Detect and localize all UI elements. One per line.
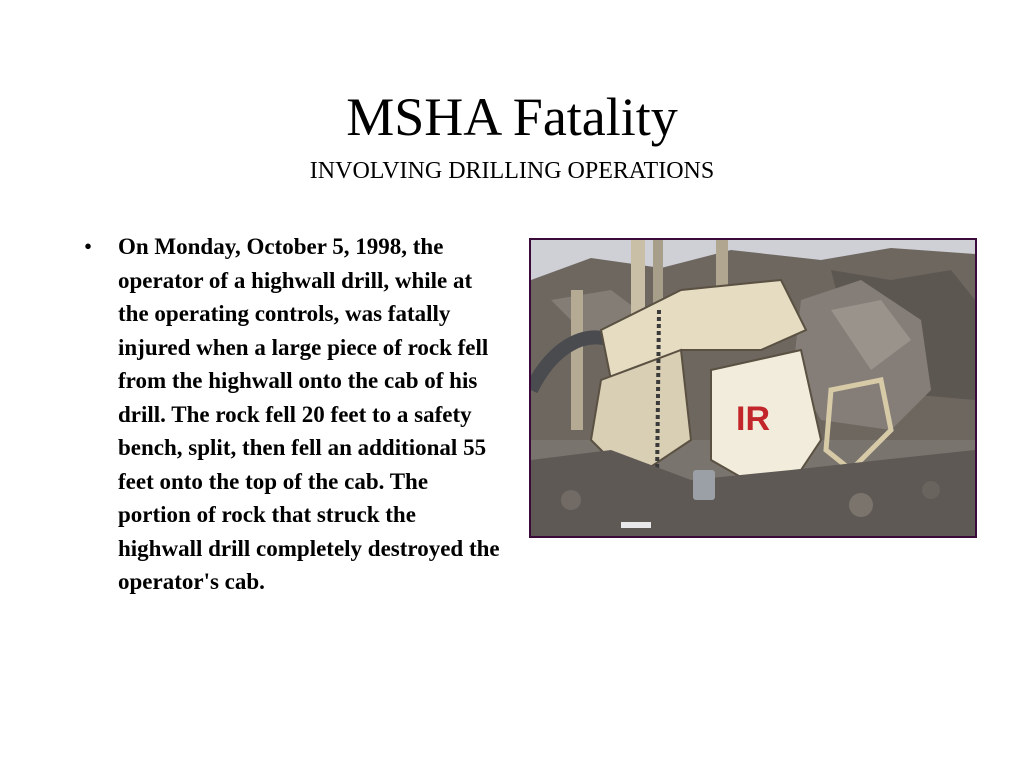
rubble-rock bbox=[561, 490, 581, 510]
rubble-rock bbox=[849, 493, 873, 517]
bullet-list bbox=[80, 230, 500, 599]
debris-canister bbox=[693, 470, 715, 500]
ir-logo: IR bbox=[736, 400, 770, 438]
photo-illustration bbox=[531, 240, 975, 536]
drill-mast-pipe bbox=[571, 290, 583, 430]
bullet-text: On Monday, October 5, 1998, the operator of a highwall drill, while at the operating controls, was fatally injured when a large piece of rock fell from the highwall onto the cab of his drill. The rock fell 20 feet to a safety bench, split, then fell an additional 55 feet onto the top of the cab. The portion of rock that struck the highwall drill completely destroyed the operator's cab. bbox=[118, 234, 500, 594]
bullet-item bbox=[80, 230, 500, 599]
crushed-drill-cab-photo bbox=[529, 238, 977, 538]
debris-paper bbox=[621, 522, 651, 528]
slide-title: MSHA Fatality bbox=[346, 87, 678, 147]
slide-subtitle: INVOLVING DRILLING OPERATIONS bbox=[309, 158, 715, 184]
bullet-marker: • bbox=[84, 234, 93, 259]
rubble-rock bbox=[922, 481, 940, 499]
